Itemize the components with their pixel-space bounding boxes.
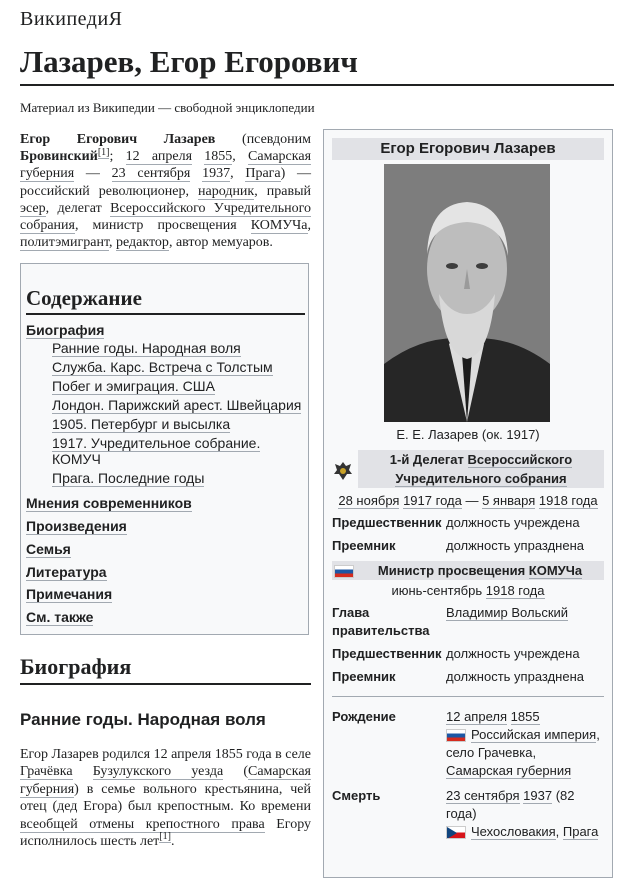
- village-link[interactable]: Грачёвка: [20, 764, 73, 780]
- gubernia-link[interactable]: Самарская губерния: [20, 764, 311, 797]
- period-from-day-link[interactable]: 28 ноября: [338, 493, 400, 508]
- death-day-link[interactable]: 23 сентября: [446, 788, 520, 803]
- page-title: Лазарев, Егор Егорович: [20, 44, 614, 86]
- toc-item-biography[interactable]: Биография: [26, 322, 105, 338]
- russia-flag-icon: [334, 565, 354, 578]
- predecessor-label: Предшественник: [332, 646, 442, 661]
- birth-row: Рождение 12 апреля 1855 Российская империя, село Грачевка, Самарская губерния: [332, 709, 600, 778]
- lead-name: Егор Егорович Лазарев: [20, 132, 216, 147]
- ref-link[interactable]: [1]: [97, 146, 110, 158]
- subsection-heading-early-years: Ранние годы. Народная воля: [20, 710, 266, 729]
- infobox-title: Егор Егорович Лазарев: [332, 138, 604, 160]
- office2-header: [356, 561, 604, 580]
- death-comma: ,: [555, 824, 563, 839]
- death-label: Смерть: [332, 788, 381, 803]
- lead-pseudonym: Бровинский: [20, 149, 98, 165]
- toc-item-see-also[interactable]: См. также: [26, 609, 94, 625]
- office2-prefix: Министр просвещения: [377, 563, 529, 578]
- lead-text: (псевдоним: [215, 132, 312, 147]
- emigrant-link[interactable]: политэмигрант: [20, 235, 110, 251]
- lead-text: ,: [307, 218, 311, 234]
- predecessor-value: должность учреждена: [446, 646, 580, 661]
- toc-item-family[interactable]: Семья: [26, 541, 71, 557]
- period-dash: —: [461, 493, 483, 508]
- toc-item-1917[interactable]: 1917. Учредительное собрание.: [52, 435, 261, 451]
- toc-item-escape[interactable]: Побег и эмиграция. США: [52, 378, 215, 394]
- office2-year-link[interactable]: 1918 года: [485, 583, 545, 598]
- wikipedia-logo[interactable]: ВикипедиЯ: [20, 8, 123, 30]
- infobox: [323, 129, 613, 878]
- portrait-photo[interactable]: [384, 164, 550, 422]
- para-text: [73, 764, 93, 779]
- toc-item-service[interactable]: Служба. Карс. Встреча с Толстым: [52, 359, 273, 375]
- table-of-contents: [20, 263, 309, 635]
- assembly-link[interactable]: Всероссийского Учредительного собрания: [20, 200, 311, 234]
- toc-item-works[interactable]: Произведения: [26, 518, 127, 534]
- russian-empire-link[interactable]: Российская империя: [471, 727, 597, 742]
- birth-place-prefix: село Грачевка,: [446, 745, 537, 760]
- period-from-year-link[interactable]: 1917 года: [403, 493, 462, 508]
- period-to-year-link[interactable]: 1918 года: [538, 493, 598, 508]
- death-day-link[interactable]: 23 сентября: [111, 166, 191, 182]
- czechoslovakia-flag-icon: [446, 826, 466, 839]
- photo-caption: Е. Е. Лазарев (ок. 1917): [396, 427, 540, 442]
- lead-text: , правый: [254, 183, 311, 199]
- toc-item-london[interactable]: Лондон. Парижский арест. Швейцария: [52, 397, 302, 413]
- toc-heading: Содержание: [26, 286, 305, 315]
- komuch-office-link[interactable]: КОМУЧа: [528, 563, 583, 578]
- eser-link[interactable]: эсер: [20, 200, 46, 216]
- office2-period-prefix: июнь-сентябрь: [391, 583, 486, 598]
- toc-item-1905[interactable]: 1905. Петербург и высылка: [52, 416, 231, 432]
- office2-head-row: [332, 604, 604, 642]
- toc-item-prague[interactable]: Прага. Последние годы: [52, 470, 205, 486]
- birth-label: Рождение: [332, 709, 396, 724]
- successor-label: Преемник: [332, 669, 396, 684]
- para-text: ) в семье вольного крестьянина, чей отец (дед Егора) был крепостным. Ко времени: [20, 781, 311, 815]
- toc-item-early-years[interactable]: Ранние годы. Народная воля: [52, 340, 241, 356]
- lead-text: —: [74, 166, 112, 182]
- death-place-link[interactable]: Прага: [245, 166, 281, 182]
- office1-prefix: 1-й Делегат: [389, 452, 468, 467]
- office1-link[interactable]: Всероссийского Учредительного собрания: [395, 452, 573, 486]
- prague-link[interactable]: Прага: [562, 824, 599, 839]
- ref-link[interactable]: [1]: [159, 831, 171, 843]
- coat-of-arms-icon: [332, 460, 354, 482]
- infobox-separator: [332, 696, 604, 697]
- samara-gubernia-link[interactable]: Самарская губерния: [446, 763, 572, 778]
- successor-label: Преемник: [332, 538, 396, 553]
- toc-item-notes[interactable]: Примечания: [26, 586, 113, 602]
- portrait-image: [384, 164, 550, 422]
- lead-text: ;: [109, 149, 126, 165]
- page-subtitle: Материал из Википедии — свободной энциклопедии: [20, 100, 315, 115]
- predecessor-label: Предшественник: [332, 515, 442, 530]
- uezd-link[interactable]: Бузулукского уезда: [92, 764, 224, 780]
- office2-flag-cell: [332, 561, 356, 580]
- death-year-link[interactable]: 1937: [202, 166, 231, 182]
- para-text: (: [223, 764, 248, 780]
- para-text: Егор Лазарев родился 12 апреля 1855 года в селе: [20, 747, 311, 762]
- lead-text: ,: [109, 235, 117, 251]
- para-text: Егору исполнилось шесть лет: [20, 816, 312, 850]
- birth-year-link[interactable]: 1855: [204, 149, 233, 165]
- birth-day-link[interactable]: 12 апреля: [125, 149, 193, 165]
- lead-paragraph: Егор Егорович Лазарев (псевдоним Бровинский[1]; 12 апреля 1855, Самарская губерния — 23 сентября 1937, Прага) — российский революционер, народник, правый эсер, делегат Всероссийского Учредительного собрания, министр просвещения КОМУЧа, политэмигрант, редактор, автор мемуаров.: [20, 132, 312, 251]
- death-row: [332, 787, 604, 839]
- death-age: (82 года): [446, 788, 575, 821]
- narodnik-link[interactable]: народник: [198, 183, 255, 199]
- reform-link[interactable]: всеобщей отмены крепостного права: [20, 816, 265, 832]
- death-year-link[interactable]: 1937: [523, 788, 553, 803]
- lead-text: , автор мемуаров.: [168, 235, 273, 251]
- para-text: .: [170, 834, 175, 850]
- biography-paragraph: [20, 746, 311, 850]
- lead-text: ) — российский революционер,: [20, 166, 312, 199]
- komuch-link[interactable]: КОМУЧа: [250, 218, 308, 234]
- section-heading-biography: Биография: [20, 654, 311, 685]
- predecessor-value: должность учреждена: [446, 515, 580, 530]
- toc-item-komuch[interactable]: КОМУЧ: [52, 451, 101, 467]
- successor-value: должность упразднена: [446, 669, 584, 684]
- editor-link[interactable]: редактор: [116, 235, 169, 251]
- russian-empire-flag-icon: [446, 729, 466, 742]
- head-label: Глава правительства: [332, 605, 430, 638]
- lead-text: , делегат: [45, 200, 111, 216]
- birth-year-link[interactable]: 1855: [510, 709, 540, 724]
- birth-day-link[interactable]: 12 апреля: [446, 709, 507, 724]
- office1-header: [358, 450, 604, 488]
- toc-item-literature[interactable]: Литература: [26, 564, 107, 580]
- czechoslovakia-link[interactable]: Чехословакия: [471, 824, 556, 839]
- office2-period: [332, 583, 604, 598]
- successor-value: должность упразднена: [446, 538, 584, 553]
- office1-period: [332, 493, 604, 508]
- birth-place-link[interactable]: Самарская губерния: [20, 149, 312, 182]
- lead-text: , министр просвещения: [74, 218, 251, 234]
- toc-item-opinions[interactable]: Мнения современников: [26, 495, 192, 511]
- period-to-day-link[interactable]: 5 января: [482, 493, 536, 508]
- volsky-link[interactable]: Владимир Вольский: [446, 605, 569, 620]
